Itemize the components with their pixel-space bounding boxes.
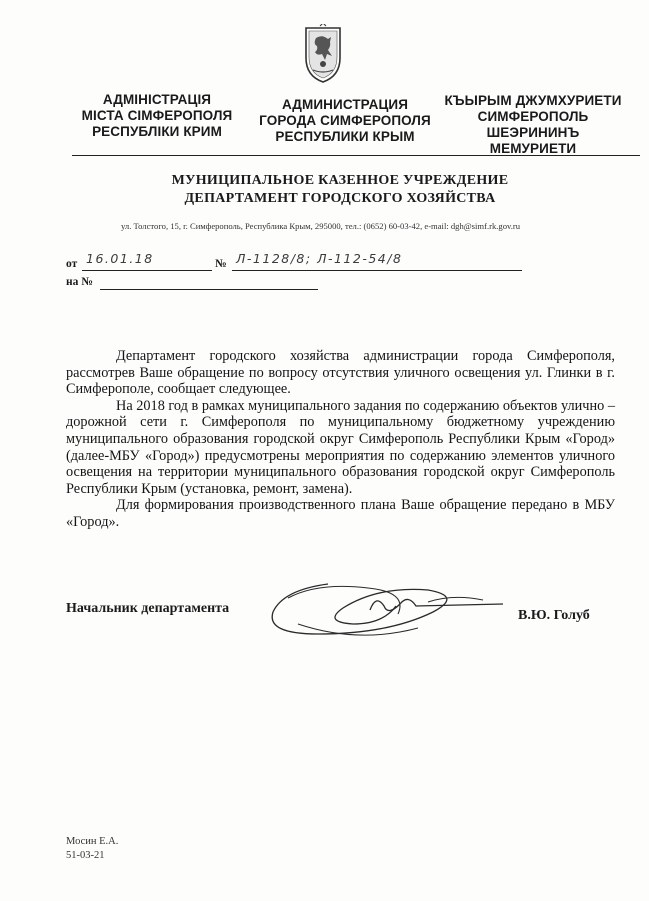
executor-name: Мосин Е.А.: [66, 836, 119, 847]
header-right-line: СИМФЕРОПОЛЬ: [477, 109, 589, 124]
header-left-line: РЕСПУБЛІКИ КРИМ: [92, 124, 222, 139]
body-paragraph: Департамент городского хозяйства администрации города Симферополя, рассмотрев Ваше обращение по вопросу отсутствия уличного освещения ул. Глинки в г. Симферополе, сообщает следующее.: [66, 348, 615, 398]
header-divider: [72, 155, 640, 156]
institution-title: [80, 172, 600, 208]
body-paragraph: Для формирования производственного плана Ваше обращение передано в МБУ «Город».: [66, 497, 615, 530]
institution-line1: МУНИЦИПАЛЬНОЕ КАЗЕННОЕ УЧРЕЖДЕНИЕ: [171, 173, 509, 188]
footer: [66, 835, 118, 863]
institution-line2: ДЕПАРТАМЕНТ ГОРОДСКОГО ХОЗЯЙСТВА: [184, 191, 496, 206]
signatory-position: Начальник департамента: [66, 601, 230, 616]
header-left-line: АДМІНІСТРАЦІЯ: [102, 92, 212, 107]
signatory-name: В.Ю. Голуб: [518, 608, 590, 623]
emblem: [300, 24, 346, 86]
letter-body: [66, 348, 615, 531]
number-field: [232, 252, 522, 271]
number-value: Л-1128/8; Л-112-54/8: [236, 251, 403, 266]
header-right: [437, 93, 629, 157]
header-right-line: КЪЫРЫМ ДЖУМХУРИЕТИ: [444, 93, 622, 108]
header-right-line: МЕМУРИЕТИ: [489, 141, 577, 156]
header-center: [245, 97, 445, 145]
header-right-line: ШЕЭРИНИНЪ: [486, 125, 580, 140]
header-center-line: РЕСПУБЛИКИ КРЫМ: [275, 129, 415, 144]
from-label: от: [66, 258, 78, 270]
executor-phone: 51-03-21: [66, 850, 105, 861]
date-field: [82, 252, 212, 271]
handwritten-signature: [258, 572, 508, 652]
header-center-line: ГОРОДА СИМФЕРОПОЛЯ: [259, 113, 431, 128]
crimea-coat-of-arms-icon: [300, 24, 346, 86]
header-center-line: АДМИНИСТРАЦИЯ: [281, 97, 409, 112]
to-field: [100, 273, 318, 290]
header-left: [62, 92, 252, 140]
number-label: №: [215, 258, 227, 270]
body-paragraph: На 2018 год в рамках муниципального задания по содержанию объектов улично – дорожной сети г. Симферополя по муниципальному бюджетному учреждению муниципального образования городской округ Симферополь Республики Крым «Город» (далее-МБУ «Город») предусмотрены мероприятия по содержанию элементов уличного освещения на территории муниципального образования городской округ Симферополь Республики Крым (установка, ремонт, замена).: [66, 397, 615, 497]
institution-address: ул. Толстого, 15, г. Симферополь, Республика Крым, 295000, тел.: (0652) 60-03-42, e-mail: dgh@simf.rk.gov.ru: [121, 221, 521, 231]
to-label: на №: [66, 276, 93, 288]
header-left-line: МІСТА СІМФЕРОПОЛЯ: [81, 108, 233, 123]
date-value: 16.01.18: [86, 251, 154, 266]
